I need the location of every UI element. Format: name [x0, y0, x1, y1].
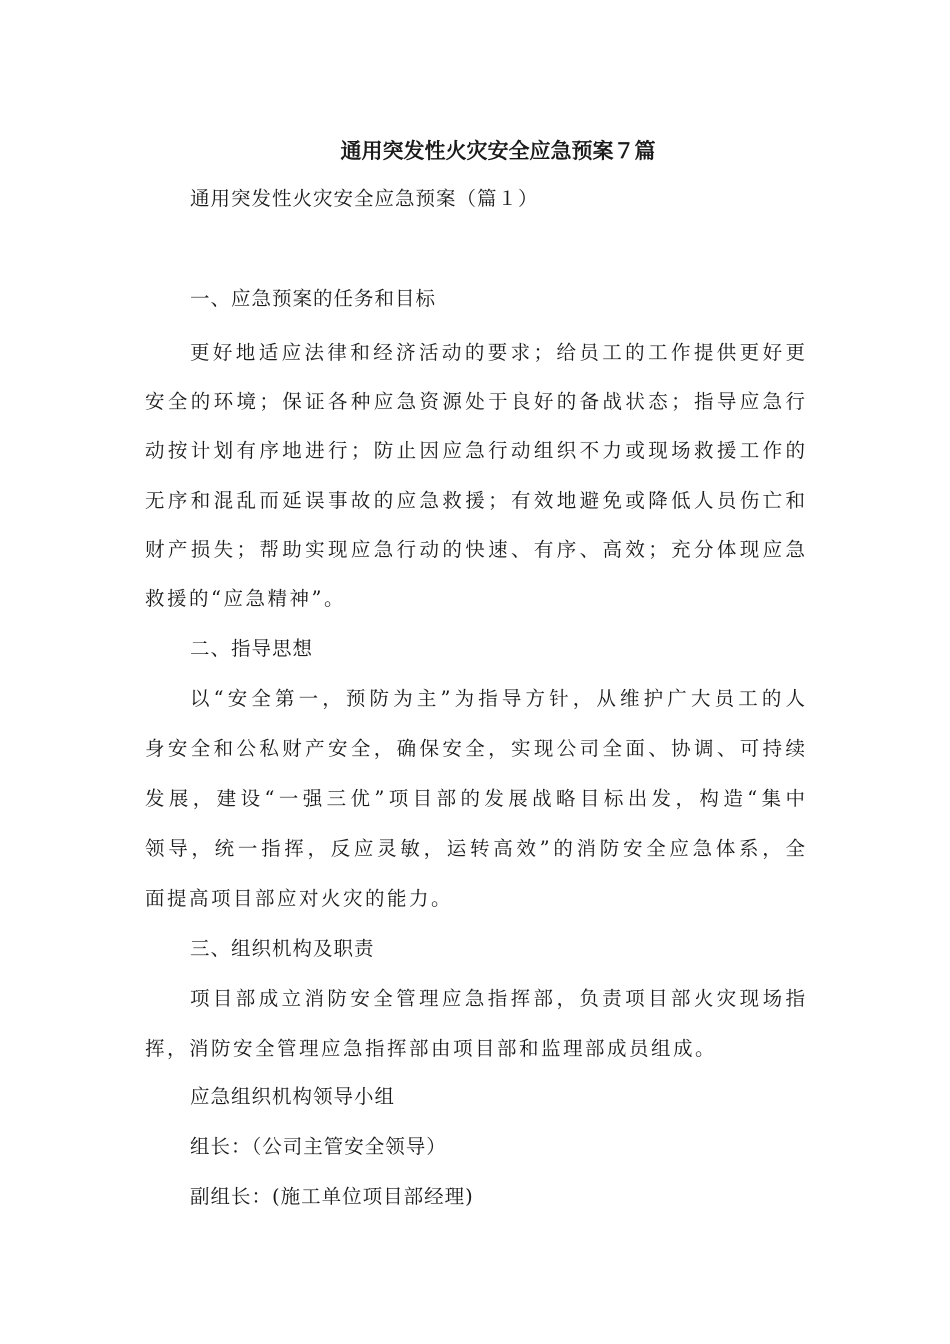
document-title: 通用突发性火灾安全应急预案７篇 — [340, 139, 656, 163]
leader-line: 组长：（公司主管安全领导） — [190, 1135, 447, 1158]
org-heading: 应急组织机构领导小组 — [190, 1085, 396, 1108]
paragraph-line: 动按计划有序地进行；防止因应急行动组织不力或现场救援工作的 — [145, 439, 805, 462]
paragraph-line: 领导，统一指挥，反应灵敏，运转高效”的消防安全应急体系，全 — [145, 837, 805, 860]
heading-2: 二、指导思想 — [190, 637, 314, 660]
deputy-leader-line: 副组长：(施工单位项目部经理) — [190, 1185, 474, 1208]
paragraph-line: 发展，建设“一强三优”项目部的发展战略目标出发，构造“集中 — [145, 787, 805, 810]
paragraph-line: 面提高项目部应对火灾的能力。 — [145, 887, 454, 910]
heading-1: 一、应急预案的任务和目标 — [190, 287, 437, 310]
paragraph-line: 以“安全第一，预防为主”为指导方针，从维护广大员工的人 — [190, 687, 805, 710]
paragraph-line: 安全的环境；保证各种应急资源处于良好的备战状态；指导应急行 — [145, 390, 805, 413]
paragraph-line: 无序和混乱而延误事故的应急救援；有效地避免或降低人员伤亡和 — [145, 489, 805, 512]
paragraph-line: 身安全和公私财产安全，确保安全，实现公司全面、协调、可持续 — [145, 737, 805, 760]
paragraph-line: 挥，消防安全管理应急指挥部由项目部和监理部成员组成。 — [145, 1037, 718, 1060]
paragraph-line: 救援的“应急精神”。 — [145, 587, 346, 610]
paragraph-line: 项目部成立消防安全管理应急指挥部，负责项目部火灾现场指 — [190, 987, 805, 1010]
section-subtitle: 通用突发性火灾安全应急预案（篇１） — [190, 187, 539, 210]
paragraph-line: 财产损失；帮助实现应急行动的快速、有序、高效；充分体现应急 — [145, 538, 805, 561]
heading-3: 三、组织机构及职责 — [190, 937, 375, 960]
paragraph-line: 更好地适应法律和经济活动的要求；给员工的工作提供更好更 — [190, 341, 805, 364]
